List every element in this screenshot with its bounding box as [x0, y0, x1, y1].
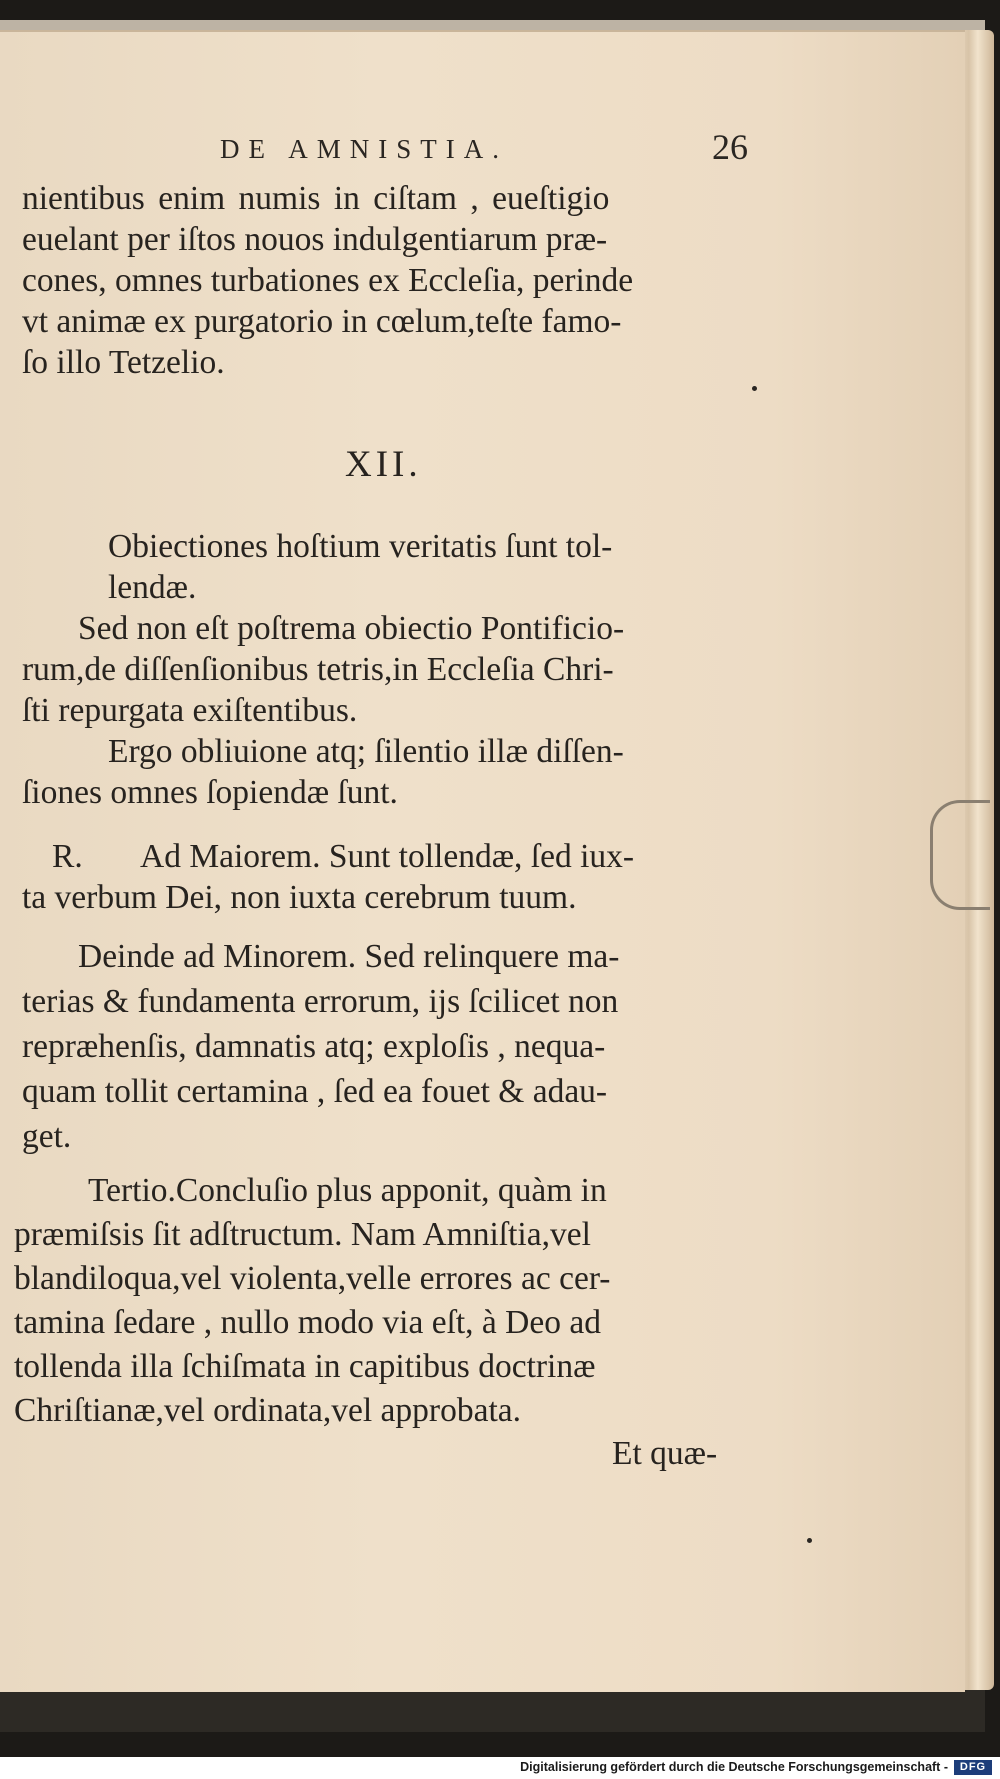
- running-head: DE AMNISTIA.: [220, 134, 508, 164]
- conclusion-line: ſiones omnes ſopiendæ ſunt.: [22, 774, 398, 811]
- minor-line: Deinde ad Minorem. Sed relinquere ma-: [78, 938, 620, 975]
- page-clip: [930, 800, 990, 910]
- thesis-line: Obiectiones hoſtium veritatis ſunt tol-: [108, 528, 613, 565]
- ink-speck: [752, 386, 757, 391]
- footer-credit: Digitalisierung gefördert durch die Deutsche Forschungsgemeinschaft -: [520, 1760, 948, 1774]
- objection-line: ſti repurgata exiſtentibus.: [22, 692, 358, 729]
- text-line: cones, omnes turbationes ex Eccleſia, perinde: [22, 262, 634, 299]
- response-marker: R.: [52, 838, 83, 875]
- objection-line: rum,de diſſenſionibus tetris,in Eccleſia Chri-: [22, 651, 614, 688]
- minor-line: repræhenſis, damnatis atq; exploſis , nequa-: [22, 1028, 606, 1065]
- tertio-line: Tertio.Concluſio plus apponit, quàm in: [88, 1172, 607, 1209]
- thesis-line: lendæ.: [108, 569, 197, 606]
- footer-bar: [0, 1757, 1000, 1779]
- tertio-line: tamina ſedare , nullo modo via eſt, à Deo ad: [14, 1304, 601, 1341]
- section-heading: XII.: [345, 444, 422, 485]
- tertio-line: præmiſsis ſit adſtructum. Nam Amniſtia,vel: [14, 1216, 591, 1253]
- minor-line: quam tollit certamina , ſed ea fouet & adau-: [22, 1073, 608, 1110]
- page-number: 26: [712, 127, 748, 167]
- response-line: ta verbum Dei, non iuxta cerebrum tuum.: [22, 879, 577, 916]
- ink-speck: [807, 1538, 812, 1543]
- catchword: Et quæ-: [612, 1435, 718, 1472]
- text-line: nientibus enim numis in ciſtam , eueſtigio: [22, 180, 610, 217]
- dfg-logo: DFG: [954, 1760, 992, 1775]
- response-line: Ad Maiorem. Sunt tollendæ, ſed iux-: [140, 838, 635, 875]
- text-line: euelant per iſtos nouos indulgentiarum præ-: [22, 221, 608, 258]
- tertio-line: tollenda illa ſchiſmata in capitibus doctrinæ: [14, 1348, 596, 1385]
- tertio-line: blandiloqua,vel violenta,velle errores ac cer-: [14, 1260, 611, 1297]
- top-edge: [0, 20, 985, 30]
- conclusion-line: Ergo obliuione atq; ſilentio illæ diſſen-: [108, 733, 624, 770]
- tertio-line: Chriſtianæ,vel ordinata,vel approbata.: [14, 1392, 521, 1429]
- minor-line: terias & fundamenta errorum, ijs ſcilicet non: [22, 983, 619, 1020]
- objection-line: Sed non eſt poſtrema obiectio Pontificio-: [78, 610, 625, 647]
- text-line: vt animæ ex purgatorio in cœlum,teſte famo-: [22, 303, 622, 340]
- minor-line: get.: [22, 1118, 72, 1155]
- text-line: ſo illo Tetzelio.: [22, 344, 225, 381]
